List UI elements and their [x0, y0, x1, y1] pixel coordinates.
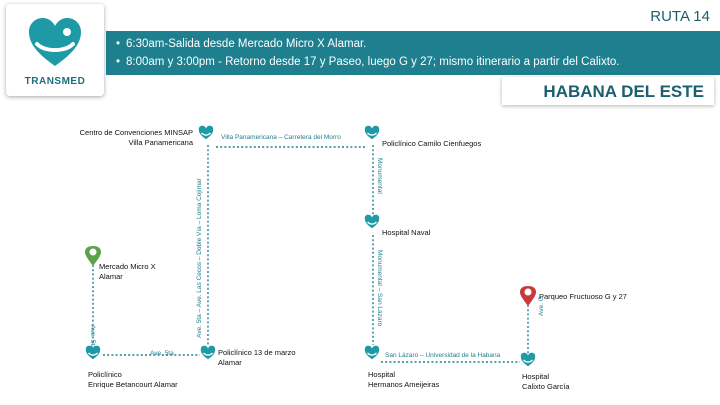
road-vertical-left: Ave. 5ta – Ave. Las Cecos – Doble Vía – Loma Cojímar — [196, 178, 203, 338]
stop-mercado: Mercado Micro X Alamar — [99, 262, 156, 281]
stop-heart-icon — [363, 124, 381, 142]
road-lazaro: San Lázaro – Universidad de la Habana — [385, 352, 501, 359]
stop-name-line: Centro de Convenciones MINSAP Villa Panamericana — [79, 128, 193, 147]
schedule-item: • 6:30am-Salida desde Mercado Micro X Alamar. — [116, 35, 720, 53]
stop-camilo: Policlínico Camilo Cienfuegos — [382, 139, 482, 148]
stop-calixto: Hospital Calixto García — [522, 372, 570, 391]
stop-13-marzo: Policlínico 13 de marzo Alamar — [218, 348, 296, 367]
road-monumental: Monumental — [376, 158, 383, 194]
road-panamericana: Villa Panamericana – Carretera del Morro — [221, 134, 341, 141]
region-title: HABANA DEL ESTE — [543, 82, 704, 101]
stop-heart-icon — [199, 344, 217, 362]
road-ave5ta-h: Ave. 5ta — [150, 350, 174, 357]
road-ave-g: Ave. G — [538, 296, 545, 316]
road-monumental-lazaro: Monumental – San Lázaro — [376, 250, 383, 327]
stop-heart-icon — [519, 351, 537, 369]
road-ave5ta-v: Ave. 5ta — [89, 325, 96, 349]
route-label: RUTA 14 — [650, 8, 710, 25]
stop-fructuoso: Parqueo Fructuoso G y 27 — [539, 292, 627, 301]
stop-betancourt: Policlínico Enrique Betancourt Alamar — [88, 370, 178, 389]
stop-naval: Hospital Naval — [382, 228, 431, 237]
stop-ameijeiras: Hospital Hermanos Ameijeiras — [368, 370, 440, 389]
stop-heart-icon — [363, 213, 381, 231]
stop-heart-icon — [197, 124, 215, 142]
schedule-item: • 8:00am y 3:00pm - Retorno desde 17 y Paseo, luego G y 27; mismo itinerario a partir del Calixto. — [116, 53, 720, 71]
stop-convenciones — [40, 128, 193, 148]
end-pin-icon — [519, 285, 537, 307]
logo-text: TRANSMED — [24, 76, 86, 87]
stop-heart-icon — [363, 344, 381, 362]
